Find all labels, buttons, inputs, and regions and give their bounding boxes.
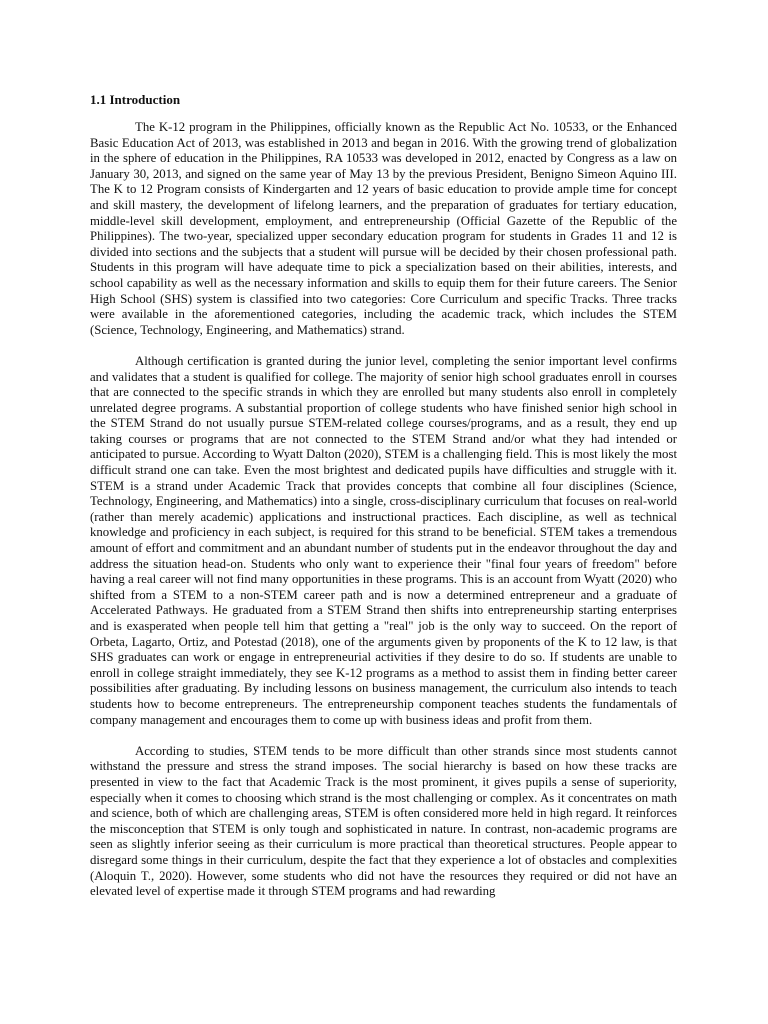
paragraph-1: The K-12 program in the Philippines, officially known as the Republic Act No. 10533, or the Enhanced Basic Education Act of 2013, was established in 2013 and began in 2016. With the growing trend of globalization in the sphere of education in the Philippines, RA 10533 was developed in 2012, enacted by Congress as a law on January 30, 2013, and signed on the same year of May 13 by the previous President, Benigno Simeon Aquino III. The K to 12 Program consists of Kindergarten and 12 years of basic education to provide ample time for concept and skill mastery, the development of lifelong learners, and the preparation of graduates for tertiary education, middle-level skill development, employment, and entrepreneurship (Official Gazette of the Republic of the Philippines). The two-year, specialized upper secondary education program for students in Grades 11 and 12 is divided into sections and the subjects that a student will pursue will be decided by their chosen professional path. Students in this program will have adequate time to pick a specialization based on their abilities, interests, and school capability as well as the necessary information and skills to equip them for their future careers. The Senior High School (SHS) system is classified into two categories: Core Curriculum and specific Tracks. Three tracks were available in the aforementioned categories, including the academic track, which includes the STEM (Science, Technology, Engineering, and Mathematics) strand. xyxy=(90,120,677,337)
document-page xyxy=(90,92,677,915)
section-heading: 1.1 Introduction xyxy=(90,92,181,107)
paragraph-2: Although certification is granted during the junior level, completing the senior important level confirms and validates that a student is qualified for college. The majority of senior high school graduates enroll in courses that are connected to the specific strands in which they are enrolled but many students also enroll in completely unrelated degree programs. A substantial proportion of college students who have finished senior high school in the STEM Strand do not usually pursue STEM-related college courses/programs, and as a result, they end up taking courses or programs that are not connected to the STEM Strand and/or what they had intended or anticipated to pursue. According to Wyatt Dalton (2020), STEM is a challenging field. This is most likely the most difficult strand one can take. Even the most brightest and dedicated pupils have difficulties and struggle with it. STEM is a strand under Academic Track that provides concepts that combine all four disciplines (Science, Technology, Engineering, and Mathematics) into a single, cross-disciplinary curriculum that focuses on real-world (rather than merely academic) applications and instructional practices. Each discipline, as well as technical knowledge and proficiency in each subject, is required for this strand to be beneficial. STEM takes a tremendous amount of effort and commitment and an abundant number of students put in the endeavor throughout the day and address the situation head-on. Students who only want to experience their "final four years of freedom" before having a real career will not find many opportunities in these programs. This is an account from Wyatt (2020) who shifted from a STEM to a non-STEM career path and is now a determined entrepreneur and a graduate of Accelerated Pathways. He graduated from a STEM Strand then shifts into entrepreneurship starting enterprises and is exasperated when people tell him that getting a "real" job is the only way to succeed. On the report of Orbeta, Lagarto, Ortiz, and Potestad (2018), one of the arguments given by proponents of the K to 12 law, is that SHS graduates can work or engage in entrepreneurial activities if they desire to do so. If students are unable to enroll in college straight immediately, they see K-12 programs as a method to assist them in finding better career possibilities after graduating. By including lessons on business management, the curriculum also intends to teach students how to become entrepreneurs. The entrepreneurship component teaches students the fundamentals of company management and encourages them to come up with business ideas and profit from them. xyxy=(90,353,677,727)
paragraph-3: According to studies, STEM tends to be more difficult than other strands since most students cannot withstand the pressure and stress the strand imposes. The social hierarchy is based on how these tracks are presented in view to the fact that Academic Track is the most prominent, it gives pupils a sense of superiority, especially when it comes to choosing which strand is the most challenging or complex. As it concentrates on math and science, both of which are challenging areas, STEM is often considered more held in high regard. It reinforces the misconception that STEM is only tough and sophisticated in nature. In contrast, non-academic programs are seen as slightly inferior seeing as their curriculum is more practical than theoretical structures. People appear to disregard some things in their curriculum, despite the fact that they experience a lot of obstacles and complexities (Aloquin T., 2020). However, some students who did not have the resources they required or did not have an elevated level of expertise made it through STEM programs and had rewarding xyxy=(90,743,677,899)
